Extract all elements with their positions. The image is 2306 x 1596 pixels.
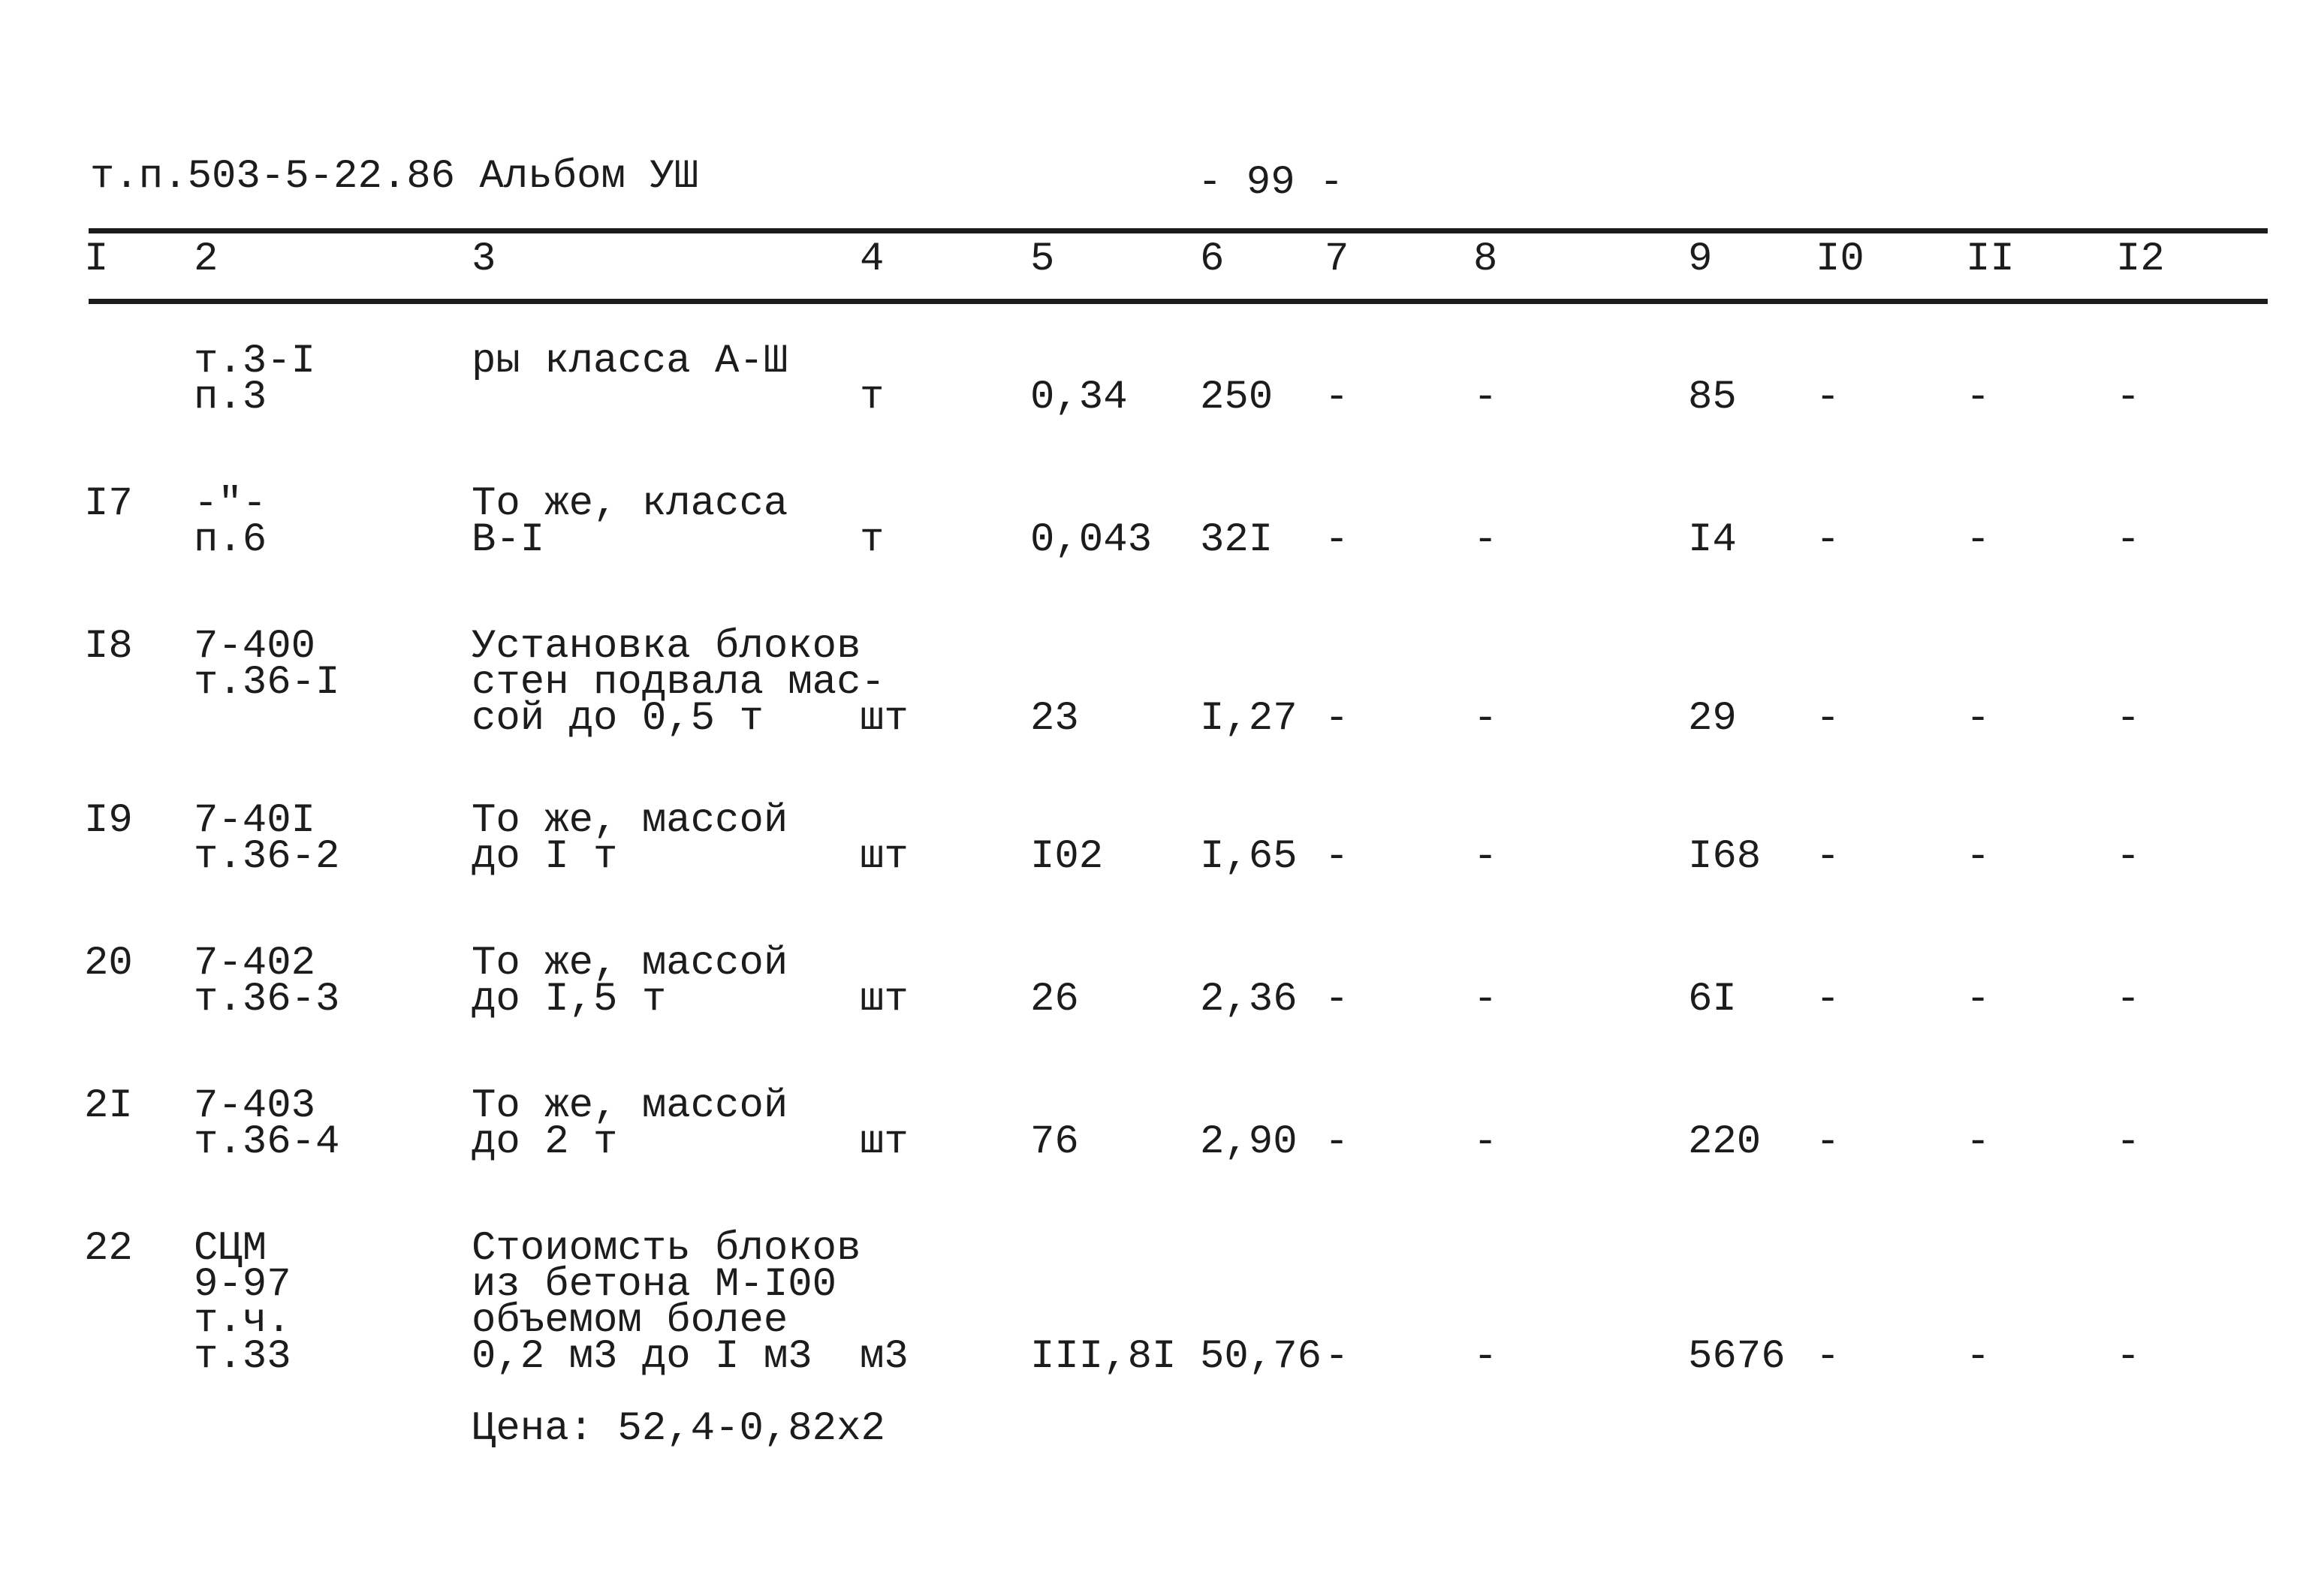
cell-col-6: 2,90 xyxy=(1200,1119,1298,1165)
cell-col-2: т.3-I п.3 xyxy=(194,339,316,420)
cell-col-6: 2,36 xyxy=(1200,977,1298,1022)
cell-col-11: - xyxy=(1966,1334,1991,1380)
cell-col-3: Установка блоков стен подвала мас- сой до 0,5 т xyxy=(472,624,885,742)
cell-col-11: - xyxy=(1966,375,1991,420)
cell-col-10: - xyxy=(1816,977,1840,1022)
cell-col-8: - xyxy=(1473,977,1498,1022)
cell-col-11: - xyxy=(1966,517,1991,563)
cell-col-10: - xyxy=(1816,696,1840,742)
cell-col-7: - xyxy=(1325,834,1349,880)
column-header-2: 2 xyxy=(194,236,219,282)
column-header-8: 8 xyxy=(1473,236,1498,282)
cell-col-7: - xyxy=(1325,1119,1349,1165)
cell-col-11: - xyxy=(1966,1119,1991,1165)
cell-col-4: шт xyxy=(860,834,909,880)
cell-col-3: То же, массой до I,5 т xyxy=(472,941,788,1022)
price-note: Цена: 52,4-0,82х2 xyxy=(472,1406,885,1452)
cell-col-1: 22 xyxy=(84,1226,133,1272)
cell-col-5: I02 xyxy=(1030,834,1104,880)
cell-col-3: То же, класса В-I xyxy=(472,481,788,563)
column-header-3: 3 xyxy=(472,236,496,282)
cell-col-11: - xyxy=(1966,977,1991,1022)
cell-col-9: 5676 xyxy=(1688,1334,1786,1380)
cell-col-8: - xyxy=(1473,1334,1498,1380)
cell-col-1: 20 xyxy=(84,941,133,986)
cell-col-2: -"- п.6 xyxy=(194,481,267,563)
cell-col-2: 7-400 т.36-I xyxy=(194,624,340,706)
cell-col-5: 23 xyxy=(1030,696,1079,742)
cell-col-10: - xyxy=(1816,1119,1840,1165)
cell-col-9: 220 xyxy=(1688,1119,1762,1165)
cell-col-6: 50,76 xyxy=(1200,1334,1322,1380)
cell-col-8: - xyxy=(1473,375,1498,420)
cell-col-10: - xyxy=(1816,517,1840,563)
cell-col-2: 7-402 т.36-3 xyxy=(194,941,340,1022)
cell-col-8: - xyxy=(1473,696,1498,742)
cell-col-3: Стоиомсть блоков из бетона М-I00 объемом более 0,2 м3 до I м3 xyxy=(472,1226,861,1380)
cell-col-2: 7-40I т.36-2 xyxy=(194,798,340,880)
cell-col-5: 0,34 xyxy=(1030,375,1128,420)
cell-col-12: - xyxy=(2116,517,2141,563)
cell-col-3: То же, массой до I т xyxy=(472,798,788,880)
cell-col-12: - xyxy=(2116,977,2141,1022)
cell-col-9: 29 xyxy=(1688,696,1737,742)
cell-col-4: шт xyxy=(860,977,909,1022)
cell-col-11: - xyxy=(1966,696,1991,742)
cell-col-7: - xyxy=(1325,696,1349,742)
cell-col-9: 85 xyxy=(1688,375,1737,420)
cell-col-3: То же, массой до 2 т xyxy=(472,1083,788,1165)
column-header-1: I xyxy=(84,236,109,282)
cell-col-4: шт xyxy=(860,696,909,742)
cell-col-2: 7-403 т.36-4 xyxy=(194,1083,340,1165)
cell-col-4: м3 xyxy=(860,1334,909,1380)
cell-col-7: - xyxy=(1325,517,1349,563)
cell-col-5: 76 xyxy=(1030,1119,1079,1165)
cell-col-10: - xyxy=(1816,834,1840,880)
cell-col-6: I,27 xyxy=(1200,696,1298,742)
cell-col-6: 32I xyxy=(1200,517,1274,563)
column-header-10: I0 xyxy=(1816,236,1864,282)
cell-col-8: - xyxy=(1473,1119,1498,1165)
column-header-12: I2 xyxy=(2116,236,2165,282)
header-top-rule xyxy=(89,228,2268,233)
cell-col-9: I4 xyxy=(1688,517,1737,563)
cell-col-11: - xyxy=(1966,834,1991,880)
cell-col-12: - xyxy=(2116,375,2141,420)
column-header-4: 4 xyxy=(860,236,885,282)
document-reference: т.п.503-5-22.86 Альбом УШ xyxy=(90,154,699,200)
cell-col-5: 0,043 xyxy=(1030,517,1153,563)
cell-col-12: - xyxy=(2116,696,2141,742)
cell-col-5: 26 xyxy=(1030,977,1079,1022)
cell-col-1: I8 xyxy=(84,624,133,670)
cell-col-12: - xyxy=(2116,834,2141,880)
cell-col-9: 6I xyxy=(1688,977,1737,1022)
cell-col-6: 250 xyxy=(1200,375,1274,420)
cell-col-2: СЦМ 9-97 т.ч. т.33 xyxy=(194,1226,291,1380)
cell-col-12: - xyxy=(2116,1119,2141,1165)
cell-col-3: ры класса А-Ш xyxy=(472,339,788,384)
cell-col-5: III,8I xyxy=(1030,1334,1177,1380)
column-header-9: 9 xyxy=(1688,236,1713,282)
column-header-6: 6 xyxy=(1200,236,1225,282)
cell-col-10: - xyxy=(1816,1334,1840,1380)
header-bottom-rule xyxy=(89,299,2268,304)
cell-col-1: 2I xyxy=(84,1083,133,1129)
cell-col-12: - xyxy=(2116,1334,2141,1380)
cell-col-10: - xyxy=(1816,375,1840,420)
cell-col-4: т xyxy=(860,517,885,563)
column-header-7: 7 xyxy=(1325,236,1349,282)
cell-col-4: т xyxy=(860,375,885,420)
cell-col-8: - xyxy=(1473,834,1498,880)
cell-col-6: I,65 xyxy=(1200,834,1298,880)
page-number: - 99 - xyxy=(1198,160,1344,206)
cell-col-7: - xyxy=(1325,375,1349,420)
cell-col-1: I9 xyxy=(84,798,133,844)
cell-col-4: шт xyxy=(860,1119,909,1165)
column-header-5: 5 xyxy=(1030,236,1055,282)
cell-col-8: - xyxy=(1473,517,1498,563)
cell-col-1: I7 xyxy=(84,481,133,527)
column-header-11: II xyxy=(1966,236,2015,282)
cell-col-9: I68 xyxy=(1688,834,1762,880)
cell-col-7: - xyxy=(1325,977,1349,1022)
cell-col-7: - xyxy=(1325,1334,1349,1380)
